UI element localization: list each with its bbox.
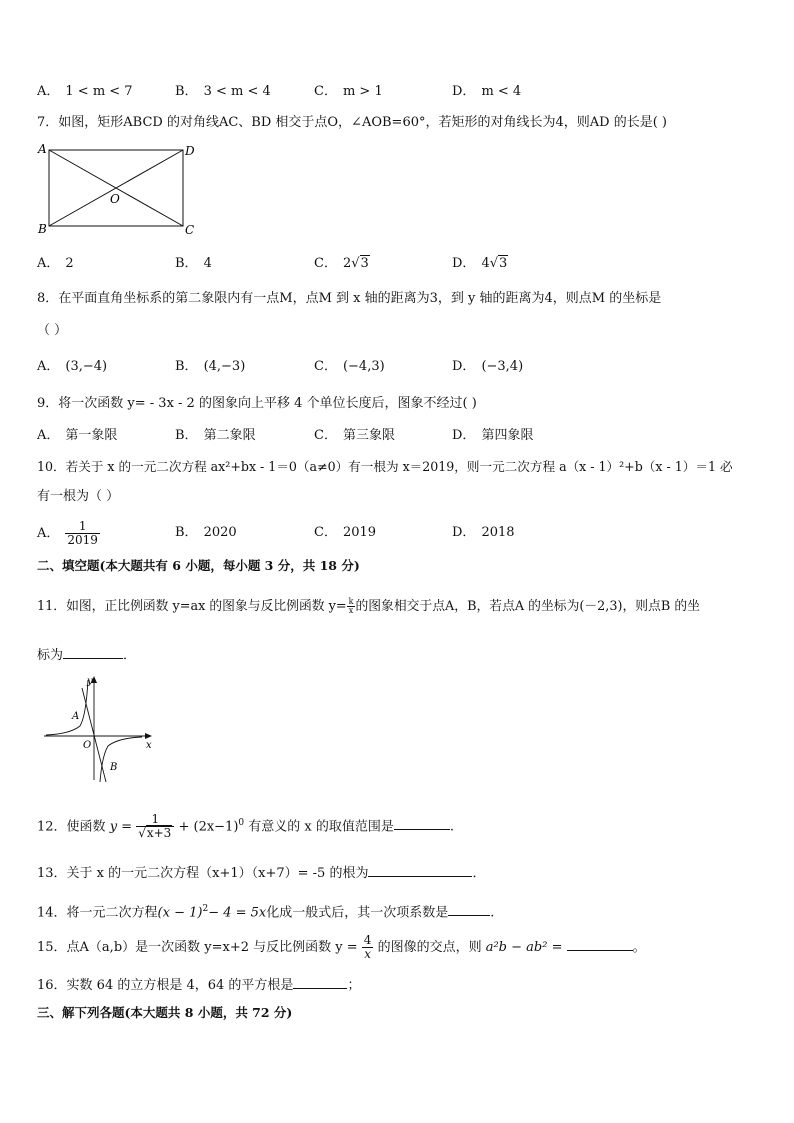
answer-blank[interactable] — [63, 646, 123, 659]
fraction: $\frac{1}{2019}$ — [67, 519, 98, 547]
sqrt-symbol: √ — [489, 256, 499, 271]
option-d: D． m < 4 — [452, 84, 522, 99]
rectangle-diagram — [30, 138, 210, 238]
label-a: A — [38, 142, 47, 156]
axis-label-x: x — [146, 740, 152, 751]
q8-options — [37, 357, 737, 377]
option-b: B． 2020 — [175, 525, 237, 540]
option-a: A． (3,−4) — [37, 359, 108, 374]
q8-stem-line1: 8．在平面直角坐标系的第二象限内有一点M，点M 到 x 轴的距离为3，到 y 轴的距离为4，则点M 的坐标是 — [37, 291, 662, 306]
option-b: B． 4 — [175, 256, 212, 271]
axis-label-y: y — [87, 676, 93, 687]
fraction: $\frac{4}{x}$ — [363, 933, 372, 961]
option-b: B． 3 < m < 4 — [175, 84, 271, 99]
answer-blank[interactable] — [567, 938, 633, 951]
option-d: D． 2018 — [452, 525, 515, 540]
label-o: O — [110, 192, 120, 206]
option-c: C． (−4,3) — [314, 359, 385, 374]
q7-stem: 7．如图，矩形ABCD 的对角线AC、BD 相交于点O，∠AOB=60°，若矩形的对角线长为4，则AD 的长是( ) — [37, 115, 667, 130]
q10-stem-line2: 有一根为（ ） — [37, 489, 120, 504]
q11-line2: 标为 ． — [37, 648, 137, 663]
q14-stem: 14．将一元二次方程$(x - 1)^2- 4 = 5x$化成一般式后，其一次项系数是 . — [37, 904, 495, 921]
q15-stem: 15．点A（a,b）是一次函数 y=x+2 与反比例函数 y = $\frac{4}{x}$ 的图像的交点，则 a²b − ab² = 。 — [37, 933, 646, 961]
option-d: D． 第四象限 — [452, 428, 534, 443]
q6-options — [37, 82, 737, 102]
point-a-label: A — [72, 711, 80, 722]
fraction: $\frac{1}{√x+3}$ — [136, 813, 174, 840]
q10-stem-line1: 10．若关于 x 的一元二次方程 ax²+bx - 1＝0（a≠0）有一根为 x＝2019，则一元二次方程 a（x - 1）²+b（x - 1）＝1 必 — [37, 459, 733, 474]
option-c: C． 2019 — [314, 525, 377, 540]
point-b-label: B — [110, 762, 118, 773]
q9-options — [37, 426, 737, 446]
label-d: D — [185, 144, 195, 158]
q11-stem: 11．如图，正比例函数 y=ax 的图象与反比例函数 y= $\frac{k}{x}$ 的图象相交于点A，B，若点A 的坐标为(－2,3)，则点B 的坐 — [37, 597, 700, 615]
fraction: $\frac{k}{x}$ — [348, 597, 354, 615]
origin-label: O — [83, 740, 92, 751]
answer-blank[interactable] — [368, 864, 472, 877]
q10-options — [37, 516, 737, 552]
function-graph — [40, 672, 160, 784]
answer-blank[interactable] — [293, 976, 347, 989]
q13-stem: 13．关于 x 的一元二次方程（x+1）（x+7）= -5 的根为 ． — [37, 866, 486, 881]
q9-stem: 9．将一次函数 y= - 3x - 2 的图象向上平移 4 个单位长度后，图象不经过( ) — [37, 396, 477, 411]
q7-options — [37, 254, 737, 274]
q12-stem: 12．使函数 y = $\frac{1}{√x+3}$ + $(2x-1)^0$ 有意义的 x 的取值范围是 . — [37, 812, 455, 841]
section-heading-fill-in: 二、填空题(本大题共有 6 小题，每小题 3 分，共 18 分) — [37, 558, 360, 573]
option-a: A． 2 — [37, 256, 74, 271]
label-b: B — [38, 222, 47, 236]
q8-stem-line2: （ ） — [37, 323, 68, 338]
section-heading-solve: 三、解下列各题(本大题共 8 小题，共 72 分) — [37, 1005, 293, 1020]
option-a: A． 1 < m < 7 — [37, 84, 133, 99]
option-a: A． $\frac{1}{2019}$ — [37, 519, 98, 547]
label-c: C — [185, 223, 195, 237]
option-c: C． m > 1 — [314, 84, 383, 99]
q16-stem: 16．实数 64 的立方根是 4，64 的平方根是 ； — [37, 978, 361, 993]
option-d: D． (−3,4) — [452, 359, 524, 374]
option-d: D． 4√3 — [452, 256, 508, 271]
answer-blank[interactable] — [394, 817, 450, 830]
sqrt-symbol: √ — [138, 826, 146, 841]
option-c: C． 2√3 — [314, 256, 369, 271]
option-b: B． (4,−3) — [175, 359, 246, 374]
option-b: B． 第二象限 — [175, 428, 256, 443]
option-c: C． 第三象限 — [314, 428, 395, 443]
answer-blank[interactable] — [448, 903, 490, 916]
option-a: A． 第一象限 — [37, 428, 118, 443]
sqrt-symbol: √ — [351, 256, 360, 271]
